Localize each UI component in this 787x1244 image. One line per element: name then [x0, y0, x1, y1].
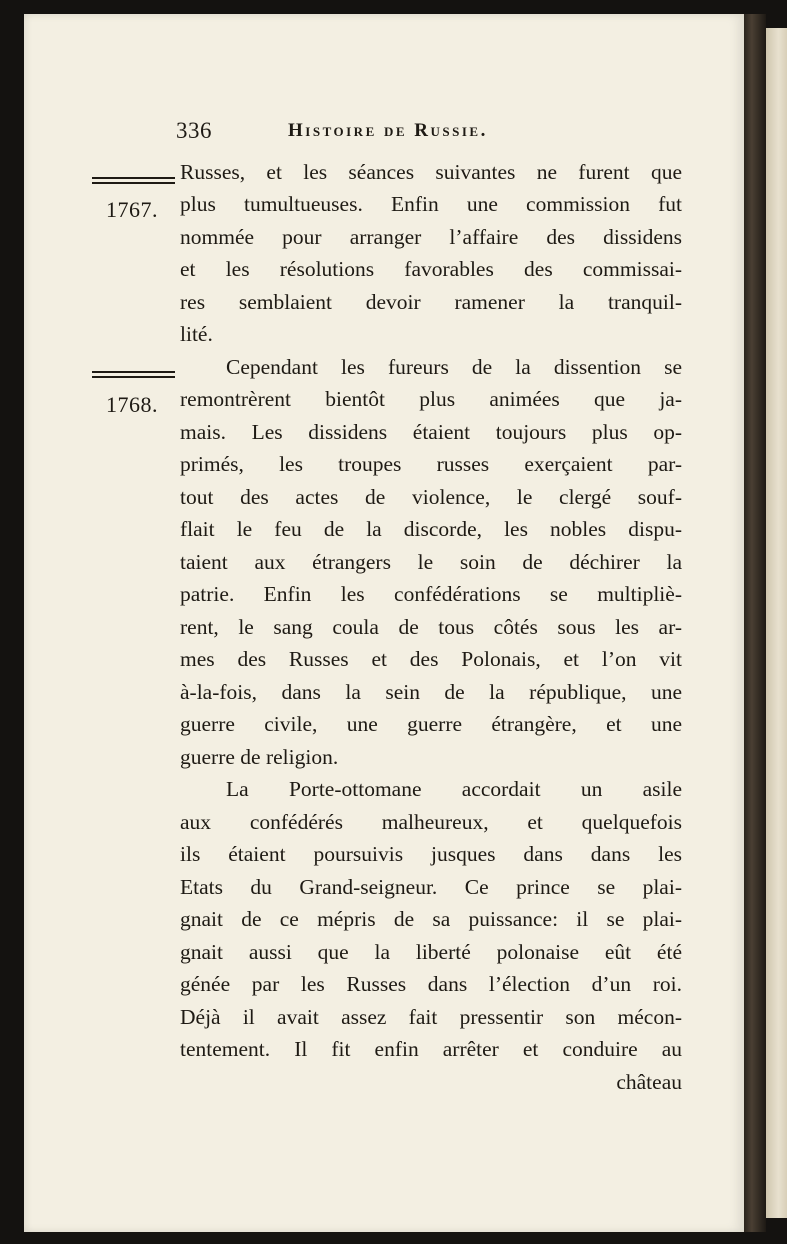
text-line: Déjà il avait assez fait pressentir son mécon- — [180, 1005, 682, 1029]
text-line: La Porte-ottomane accordait un asile — [226, 777, 682, 801]
text-line: res semblaient devoir ramener la tranquil- — [180, 290, 682, 314]
text-line: plus tumultueuses. Enfin une commission fut — [180, 192, 682, 216]
text-line: et les résolutions favorables des commissai- — [180, 257, 682, 281]
text-line: génée par les Russes dans l’élection d’un roi. — [180, 972, 682, 996]
running-title: Histoire de Russie. — [288, 120, 488, 141]
margin-rule — [92, 177, 175, 185]
text-line: Etats du Grand-seigneur. Ce prince se plai- — [180, 875, 682, 899]
text-line: à-la-fois, dans la sein de la république, une — [180, 680, 682, 704]
facing-page-edge — [766, 28, 787, 1218]
text-line: aux confédérés malheureux, et quelquefois — [180, 810, 682, 834]
text-line: gnait de ce mépris de sa puissance: il se plai- — [180, 907, 682, 931]
text-line: taient aux étrangers le soin de déchirer la — [180, 550, 682, 574]
text-line: nommée pour arranger l’affaire des dissidens — [180, 225, 682, 249]
text-line: lité. — [180, 322, 213, 346]
text-line: Russes, et les séances suivantes ne furent que — [180, 160, 682, 184]
page-number: 336 — [176, 118, 212, 143]
text-line: gnait aussi que la liberté polonaise eût été — [180, 940, 682, 964]
text-line: rent, le sang coula de tous côtés sous les ar- — [180, 615, 682, 639]
text-line: tentement. Il fit enfin arrêter et conduire au — [180, 1037, 682, 1061]
margin-year: 1768. — [106, 392, 158, 417]
text-line: remontrèrent bientôt plus animées que ja- — [180, 387, 682, 411]
text-line: mais. Les dissidens étaient toujours plus op- — [180, 420, 682, 444]
text-line: tout des actes de violence, le clergé souf- — [180, 485, 682, 509]
text-line: guerre civile, une guerre étrangère, et une — [180, 712, 682, 736]
book-page — [24, 14, 744, 1232]
text-line: guerre de religion. — [180, 745, 339, 769]
text-line: primés, les troupes russes exerçaient par- — [180, 452, 682, 476]
margin-rule — [92, 371, 175, 379]
text-line: mes des Russes et des Polonais, et l’on vit — [180, 647, 682, 671]
text-line: ils étaient poursuivis jusques dans dans les — [180, 842, 682, 866]
text-line: flait le feu de la discorde, les nobles dispu- — [180, 517, 682, 541]
margin-year: 1767. — [106, 197, 158, 222]
text-line: patrie. Enfin les confédérations se multipliè- — [180, 582, 682, 606]
catchword: château — [616, 1070, 682, 1094]
text-line: Cependant les fureurs de la dissention se — [226, 355, 682, 379]
page-header — [24, 118, 744, 150]
book-gutter — [744, 14, 766, 1232]
